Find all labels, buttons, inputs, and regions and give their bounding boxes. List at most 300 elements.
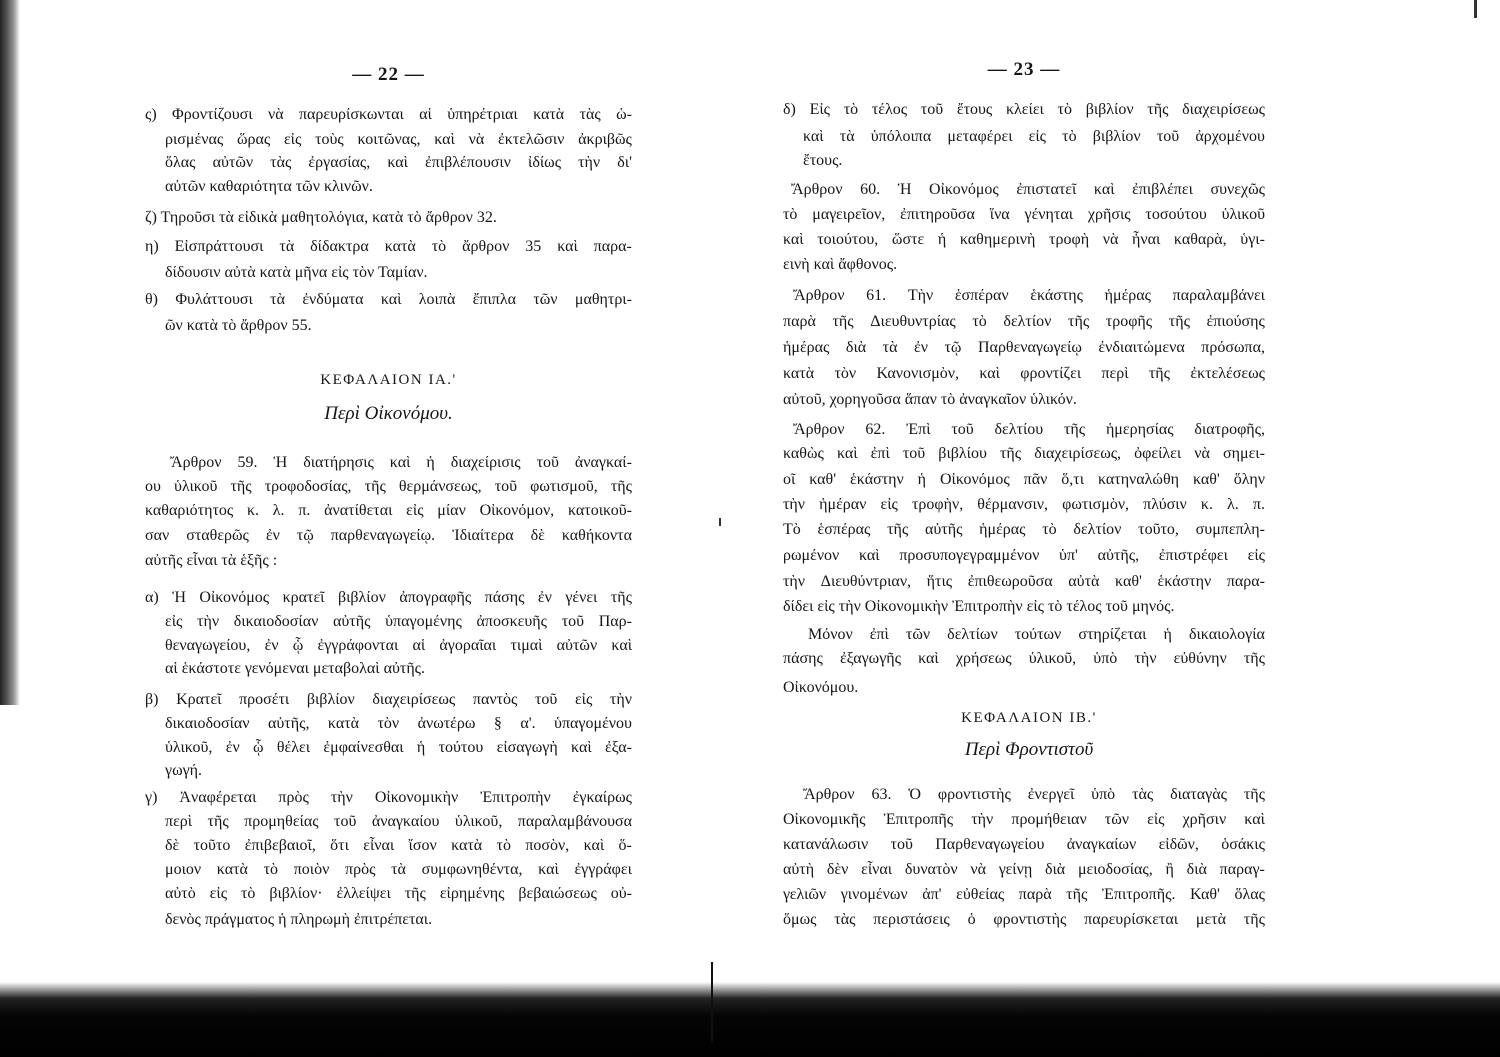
word: ἐπιθεωροῦσα [967,573,1053,590]
text-line [145,235,632,259]
word: β) [145,691,159,708]
text-line [783,883,1265,907]
word: δελτίον [1073,521,1122,538]
word: ὅ,τι [1061,471,1085,488]
word: δὲν [826,861,849,878]
word: ὑγι- [1240,231,1265,248]
word: διατροφῆς, [1194,421,1265,438]
word: τὸ [1042,521,1057,538]
text-line [783,442,1265,466]
word: Ἄρθρον [791,181,843,198]
word: μειοδοσίας, [1077,861,1153,878]
word: σαν [145,527,170,544]
word: τῆς [1068,313,1090,330]
word: βεβαιώσεως [518,885,597,902]
word: τῆς [1243,786,1265,803]
word: ἐπιούσης [1206,313,1265,330]
word: θέρμανσιν, [977,496,1049,513]
word: τοῦ [494,478,518,495]
word: τὸ [431,238,447,255]
word: παρὰ [1018,886,1052,903]
word: Οἰκονόμος [929,181,999,198]
word: καὶ [571,739,592,756]
word: ἐν [265,527,280,544]
word: τροφὴ [1049,231,1090,248]
word: κατὰ [451,837,483,854]
word: τὰς [270,154,292,171]
word: Ἄρθρον [803,786,855,803]
word: ς) [145,106,157,123]
word: τὰς [1132,786,1154,803]
word: μαθητρι- [574,291,632,308]
word: 62. [865,421,886,438]
word: ρισμένας [165,131,224,148]
word: ὑλικοῦ, [165,739,213,756]
word: ἡ [1163,626,1172,643]
text-line [783,468,1265,492]
word: ἀνωτέρω [417,715,476,732]
word: αἱ [419,106,432,123]
word: Ἄρθρον [793,421,845,438]
text-line: γωγή. [165,762,203,779]
word: εἰσαγωγὴ [496,739,558,756]
word: τῆς [1148,365,1171,382]
text-line [783,570,1265,594]
word: τούτου [438,739,484,756]
word: καὶ [1244,811,1265,828]
word: μαγειρεῖον, [812,206,886,223]
word: δὲ [530,527,545,544]
text-line [165,858,632,882]
word: τοὺς [315,131,344,148]
word: λοιπὰ [418,291,456,308]
word: αὐτῶν [212,154,254,171]
word: δελτίον [1003,313,1052,330]
word: τῷ [296,527,314,544]
word: λ. [1227,496,1239,513]
word: Διευθύντριαν, [820,573,912,590]
word: Παρθεναγωγείῳ [978,339,1082,356]
word: τῷ [944,339,962,356]
word: κοιτῶνας, [357,131,421,148]
word: Ἐπιτροπῆς [883,811,954,828]
word: ἡ [937,231,947,248]
text-line: ζ) Τηροῦσι τὰ εἰδικὰ μαθητολόγια, κατὰ τὸ ἄρθρον 32. [145,209,497,226]
text-line: Οἰκονόμου. [783,679,859,696]
word: προμήθειαν [1011,811,1087,828]
word: κατὰ [327,715,360,732]
word: δικαιοδοσίαν [233,613,319,630]
word: ἀκριβῶς [578,131,632,148]
word: τῶν [905,626,931,643]
text-line [783,858,1265,882]
word: ἐκτελῶσιν [497,131,565,148]
word: τὸ [1062,128,1077,145]
word: Τὸ [783,521,801,538]
word: τοῦτο [193,837,231,854]
word: Ἐπιτροπὴν [480,789,551,806]
word: ἐνδύματα [302,291,364,308]
word: αὐτῆς, [1097,547,1140,564]
word: παρα- [1226,573,1265,590]
word: καθ' [809,471,837,488]
word: εἰς [1028,128,1047,145]
word: δελτίων [947,626,998,643]
word: τὴν [609,691,632,708]
word: γινομένων [840,886,908,903]
word: τὸ [240,885,256,902]
word: τῆς [610,478,632,495]
word: τῆς [1063,421,1086,438]
word: πρὸς [345,861,376,878]
word: τῆς [364,478,386,495]
word: Ἡ [273,454,288,471]
word: παρθεναγωγείῳ. [330,527,436,544]
word: ὑπόλοιπα [870,128,932,145]
word: τὸ [783,206,798,223]
word: παραλαμβάνουσα [517,813,632,830]
word: γ) [145,789,158,806]
word: κατὰ [783,365,815,382]
word: περιστάσεις [873,911,950,928]
text-line [783,808,1265,832]
word: τῆς [1147,101,1169,118]
word: φροντίζει [1020,365,1082,382]
word: τοῦ [1156,128,1180,145]
word: τῆς [610,589,632,606]
word: 60. [860,181,881,198]
word: ὑλικοῦ, [454,813,503,830]
word: Φυλάττουσι [175,291,253,308]
word: ἐπὶ [869,626,889,643]
word: ὑπὸ [1093,650,1118,667]
word: μεταφέρει [947,128,1013,145]
chapter-title: Περὶ Οἰκονόμου. [324,403,453,424]
word: ἐπὶ [870,445,890,462]
word: ᾧ [253,739,264,756]
word: τῆς [1243,911,1265,928]
word: κατηναλώθη [1097,471,1179,488]
text-line [145,586,632,610]
word: ὁσάκις [1221,836,1265,853]
word: θέλει [276,739,311,756]
word: εἰς [406,502,424,519]
word: εἶναι [861,861,893,878]
word: 61. [866,287,887,304]
chapter-heading: ΚΕΦΑΛΑΙΟΝ ΙΑ.' [320,372,457,388]
word: κατὰ [533,106,565,123]
word: δικαιολογία [1188,626,1265,643]
text-line [783,493,1265,517]
word: ἐνδιαιτώμενα [1098,339,1185,356]
word: εἰς [880,496,898,513]
word: τροφοδοσίας, [264,478,352,495]
word: καὶ [387,154,408,171]
word: α) [145,589,159,606]
word: ὑπαγομένου [554,715,632,732]
word: τὸν [377,715,400,732]
word: Καθ' [1190,886,1220,903]
word: τῶν [1104,811,1129,828]
word: κατὰ [384,238,416,255]
word: καὶ [389,454,411,471]
word: ὑλικοῦ [1221,206,1265,223]
text-line [165,151,632,175]
word: τὴν [971,811,994,828]
word: τῆς [404,885,426,902]
word: ἐξαγωγῆς [839,650,901,667]
scan-edge-shadow [0,0,20,705]
word: τὴν [578,154,601,171]
word: φροντιστὴς [937,786,1011,803]
word: νὰ [1194,445,1210,462]
text-line [145,288,632,312]
word: ὥρας [236,131,271,148]
word: στηρίζεται [1078,626,1147,643]
word: εἰς [1147,811,1165,828]
word: καθημερινὴ [959,231,1036,248]
word: καὶ [803,128,824,145]
word: εἰς [165,613,183,630]
word: χρῆσις [1087,206,1131,223]
word: Παρθεναγωγείου [935,836,1045,853]
word: διαταγὰς [1170,786,1227,803]
word: ἐκτελέσεως [1190,365,1265,382]
word: ἀγοραῖαι [439,637,497,654]
chapter-heading: ΚΕΦΑΛΑΙΟΝ ΙΒ.' [961,710,1097,726]
text-line: εινὴ καὶ ἄφθονος. [783,256,898,273]
word: φωτισμοῦ, [530,478,598,495]
text-line [783,908,1265,932]
word: τῆς [1243,650,1265,667]
word: ἐν [264,637,279,654]
word: καὶ [434,131,455,148]
text-line [165,610,632,634]
word: τιμαὶ [510,637,543,654]
word: Κανονισμὸν, [876,365,960,382]
word: ὡ- [616,106,632,123]
word: παντὸς [472,691,518,708]
word: ἵνα [989,206,1010,223]
word: τὴν [783,573,806,590]
text-line [783,203,1265,227]
text-line [165,810,632,834]
word: βιβλίον [306,691,355,708]
text-line [145,786,632,810]
word: ὥστε [891,231,925,248]
text-line [145,475,632,499]
word: ὅλην [1233,471,1265,488]
word: τὸ [263,861,279,878]
word: 63. [871,786,892,803]
word: γείνῃ [998,861,1033,878]
word: τὴν [197,613,220,630]
word: βιβλίον [1092,128,1141,145]
word: παρα- [593,238,632,255]
word: ἀπογραφῆς [399,589,472,606]
word: ἐπιβεβαιοῖ, [244,837,316,854]
word: τροφῆς [1105,313,1153,330]
word: νὰ [267,106,284,123]
word: τὸν [834,365,857,382]
word: δικαιοδοσίαν [165,715,250,732]
text-line [783,336,1265,360]
word: ὀφείλει [1134,445,1182,462]
word: βιβλίου [938,445,987,462]
word: ὅτι [330,837,349,854]
word: ὑπαγομένης [385,613,462,630]
word: τῆς [1168,313,1190,330]
word: ὑλικοῦ, [1028,650,1077,667]
word: τοῦ [536,454,559,471]
word: διαχείρισις [450,454,521,471]
word: νὰ [468,131,485,148]
word: τοσούτου [1145,206,1207,223]
word: ἐγγράφει [574,861,632,878]
word: τῆς [1066,886,1088,903]
word: ἡμέρας [783,339,830,356]
word: ὁ [967,911,976,928]
word: τὴν [1134,650,1157,667]
word: συμφωνηθέντα, [421,861,523,878]
word: δι' [617,154,632,171]
word: αὐτῆς [924,521,963,538]
word: Ἀναφέρεται [179,789,257,806]
word: προμηθείας [244,813,319,830]
text-line [145,688,632,712]
word: καὶ [611,637,632,654]
text-line [791,178,1265,202]
word: ἐμφαίνεσθαι [323,739,404,756]
word: τῆς [887,521,909,538]
word: ἡ [416,739,426,756]
word: ποιὸν [293,861,330,878]
word: ρωμένον [783,547,840,564]
word: δυνατὸν [904,861,958,878]
word: ἡμέρας [979,521,1026,538]
word: προσέτι [239,691,290,708]
word: εἰς [1247,547,1265,564]
word: συνεχῶς [1210,181,1265,198]
word: ἐλλείψει [336,885,391,902]
word: ἐπιστατεῖ [1016,181,1077,198]
word: τοῦτο, [1138,521,1179,538]
word: βιβλίον [337,589,386,606]
text-line [170,451,632,475]
word: ἐνεργεῖ [1027,786,1075,803]
word: κ. [246,502,260,519]
word: διὰ [845,339,867,356]
word: αἱ [412,637,426,654]
word: παρευρίσκωνται [298,106,404,123]
text-line: αὐτῆς εἶναι τὰ ἑξῆς : [145,552,278,569]
word: ἀναγκαίου [371,813,440,830]
text-line [145,524,632,548]
word: νὰ [1102,231,1119,248]
word: Οἰκονόμος [939,471,1010,488]
word: τροφὴν, [911,496,964,513]
word: εἰς [209,885,228,902]
word: καὶ [1093,181,1115,198]
word: Εἰς [809,101,830,118]
word: κατανάλωσιν [783,836,869,853]
word: ἀρχομένου [1195,128,1265,145]
word: τέλος [871,101,908,118]
word: τὴν [330,789,353,806]
word: ὅλας [165,154,196,171]
word: Ἄρθρον [793,287,845,304]
word: τὰ [279,238,295,255]
word: προσυπογεγραμμένον [899,547,1040,564]
word: καθήκοντα [561,527,632,544]
word: πρόσωπα, [1201,339,1265,356]
word: ὑπ' [1059,547,1078,564]
word: ὑπηρέτριαι [447,106,518,123]
word: ἐπιβλέπει [1132,181,1193,198]
word: ᾧ [292,637,304,654]
word: διατήρησις [303,454,374,471]
text-line: δίδει εἰς τὴν Οἰκονομικὴν Ἐπιτροπὴν εἰς τὸ τέλος τοῦ μηνός. [783,598,1175,615]
word: φροντιστὴς [993,911,1067,928]
word: βιβλίον [1085,101,1134,118]
text-line [165,634,632,658]
word: σημει- [1223,445,1265,462]
word: καὶ [783,231,804,248]
word: τοιούτου, [817,231,879,248]
word: τὴν [783,496,806,513]
word: διὰ [1044,861,1066,878]
word: ὑπὸ [1091,786,1116,803]
word: τῆς [230,478,252,495]
word: κλείει [1005,101,1044,118]
word: δελτίου [994,421,1044,438]
page-number: — 23 — [987,59,1061,80]
word: εὐθύνην [1173,650,1227,667]
word: π. [298,502,311,519]
word: πᾶν [1023,471,1048,488]
text-line [783,362,1265,386]
word: ἀναγκαίων [1066,836,1137,853]
word: τὸ [1057,101,1072,118]
word: Ὁ [908,786,921,803]
word: μίαν [437,502,466,519]
word: Τὴν [907,287,934,304]
text-line [165,128,632,152]
word: ἥτις [926,573,953,590]
word: καὶ [557,238,578,255]
word: ἡ [426,454,435,471]
text-line [165,712,632,736]
word: αὐτὴ [783,861,815,878]
text-line [165,882,632,906]
word: αὐτῆς [333,613,371,630]
word: Παρ- [598,613,632,630]
text-line [803,125,1265,149]
word: κρατεῖ [282,589,325,606]
word: τὸ [496,837,511,854]
word: Φροντίζουσι [172,106,253,123]
word: περὶ [1101,365,1129,382]
word: Οἰκονόμον, [479,502,555,519]
word: καὶ [583,837,605,854]
word: ἡμερησίας [1105,421,1174,438]
word: Εἰσπράττουσι [174,238,264,255]
word: η) [145,238,159,255]
word: πάσης [484,589,525,606]
word: τὰ [270,291,285,308]
word: Ἐπὶ [906,421,931,438]
text-line [783,544,1265,568]
